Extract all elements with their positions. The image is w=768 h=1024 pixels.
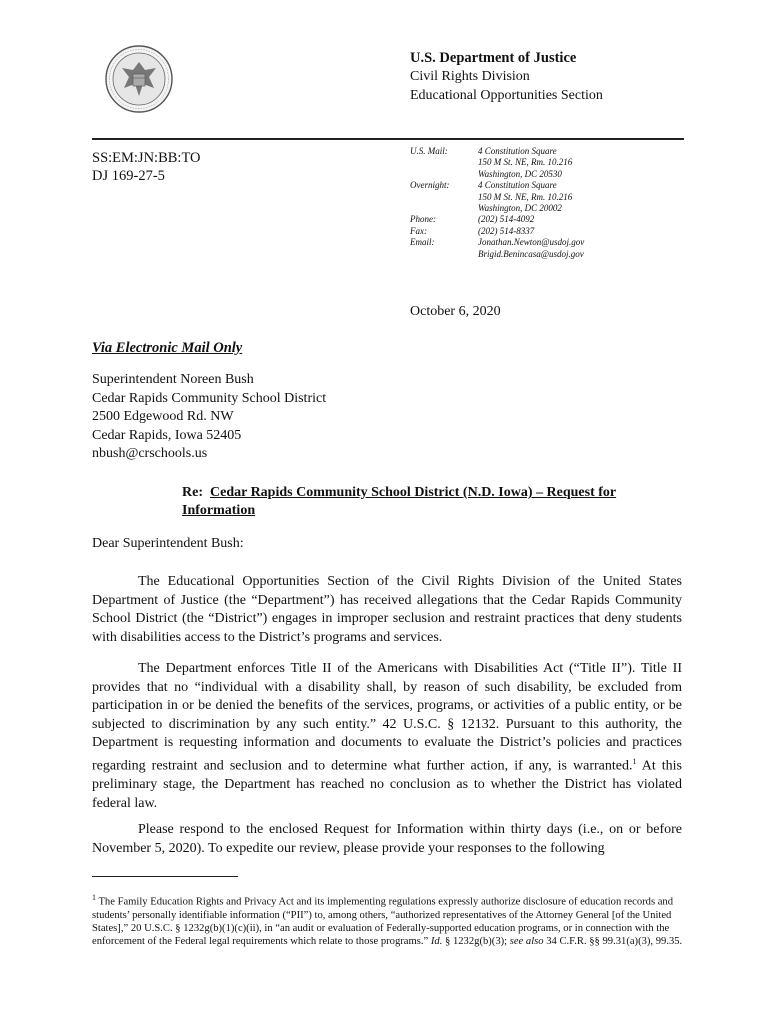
body-paragraph-3: Please respond to the enclosed Request for Information within thirty days (i.e., on or before November 5, 2020). To expedite our review, please provide your responses to the following — [92, 822, 682, 856]
recipient-email: nbush@crschools.us — [92, 446, 208, 462]
doj-seal-logo — [104, 44, 174, 114]
subject-line — [182, 484, 662, 520]
division-name: Civil Rights Division — [410, 69, 530, 84]
phone-number: (202) 514-4092 — [478, 214, 535, 225]
department-name: U.S. Department of Justice — [410, 50, 577, 66]
fax-number: (202) 514-8337 — [478, 225, 535, 236]
section-name: Educational Opportunities Section — [410, 88, 603, 103]
recipient-organization: Cedar Rapids Community School District — [92, 390, 327, 406]
overnight-line: Washington, DC 20002 — [478, 203, 562, 214]
overnight-line: 4 Constitution Square — [478, 180, 557, 191]
body-paragraph-1: The Educational Opportunities Section of the Civil Rights Division of the United States Department of Justice (the “Department”) has received allegations that the Cedar Rapids Community School District (the “District”) engages in improper seclusion and restraint practices that deny students with disabilities access to the District’s programs and services. — [92, 574, 682, 645]
delivery-method: Via Electronic Mail Only — [92, 340, 243, 356]
fax-label: Fax: — [410, 225, 427, 236]
us-mail-label: U.S. Mail: — [410, 146, 448, 156]
recipient-city: Cedar Rapids, Iowa 52405 — [92, 427, 242, 443]
subject-title: Cedar Rapids Community School District (N.D. Iowa) – Request for — [210, 485, 617, 500]
recipient-name: Superintendent Noreen Bush — [92, 372, 254, 387]
us-mail-line: Washington, DC 20530 — [478, 168, 562, 179]
phone-label: Phone: — [410, 214, 436, 225]
letter-date: October 6, 2020 — [410, 304, 501, 319]
recipient-address — [92, 371, 326, 464]
file-number: DJ 169-27-5 — [92, 168, 165, 184]
footnote: $^1$ The Family Education Rights and Privacy Act and its implementing regulations expressly authorize disclosure of education records and students’ personally identifiable information (“PII”) to, among others, “authorized representatives of the Attorney General [of the United States],” 20 U.S.C. § 1232g(b)(1)(c)(ii), in “an audit or evaluation of Federally-supported education programs, or in connection with the enforcement of the Federal legal requirements which relate to those programs.” Id. § 1232g(b)(3); see also 34 C.F.R. §§ 99.31(a)(3), 99.35. — [92, 893, 683, 948]
footnote-divider — [92, 876, 238, 877]
footnote-mark: 1 — [92, 893, 96, 902]
email-address: Brigid.Benincasa@usdoj.gov — [478, 248, 584, 259]
email-label: Email: — [410, 237, 435, 248]
email-address: Jonathan.Newton@usdoj.gov — [478, 237, 585, 248]
overnight-line: 150 M St. NE, Rm. 10.216 — [478, 191, 573, 202]
subject-prefix: Re: — [182, 485, 203, 500]
contact-block — [410, 146, 688, 260]
header-divider — [92, 138, 684, 140]
us-mail-line: 150 M St. NE, Rm. 10.216 — [478, 157, 573, 168]
body-paragraph-2: The Department enforces Title II of the Americans with Disabilities Act (“Title II”). Title II provides that no “individual with a disability shall, by reason of such disability, be excluded from participation in or be denied the benefits of the services, programs, or activities of a public entity, or be subjected to discrimination by any such entity.” 42 U.S.C. § 12132. Pursuant to this authority, the Department is requesting information and documents to evaluate the District’s policies and practices regarding restraint and seclusion and to determine what further action, if any, is warranted.$^1$ At this preliminary stage, the Department has reached no conclusion as to whether the District has violated federal law. — [92, 661, 682, 811]
us-mail-line: 4 Constitution Square — [478, 146, 557, 156]
footnote-reference: 1 — [632, 756, 637, 766]
overnight-label: Overnight: — [410, 180, 450, 191]
subject-title-continued: Information — [182, 503, 256, 518]
salutation: Dear Superintendent Bush: — [92, 536, 244, 551]
recipient-street: 2500 Edgewood Rd. NW — [92, 409, 234, 425]
reference-initials: SS:EM:JN:BB:TO — [92, 150, 201, 166]
